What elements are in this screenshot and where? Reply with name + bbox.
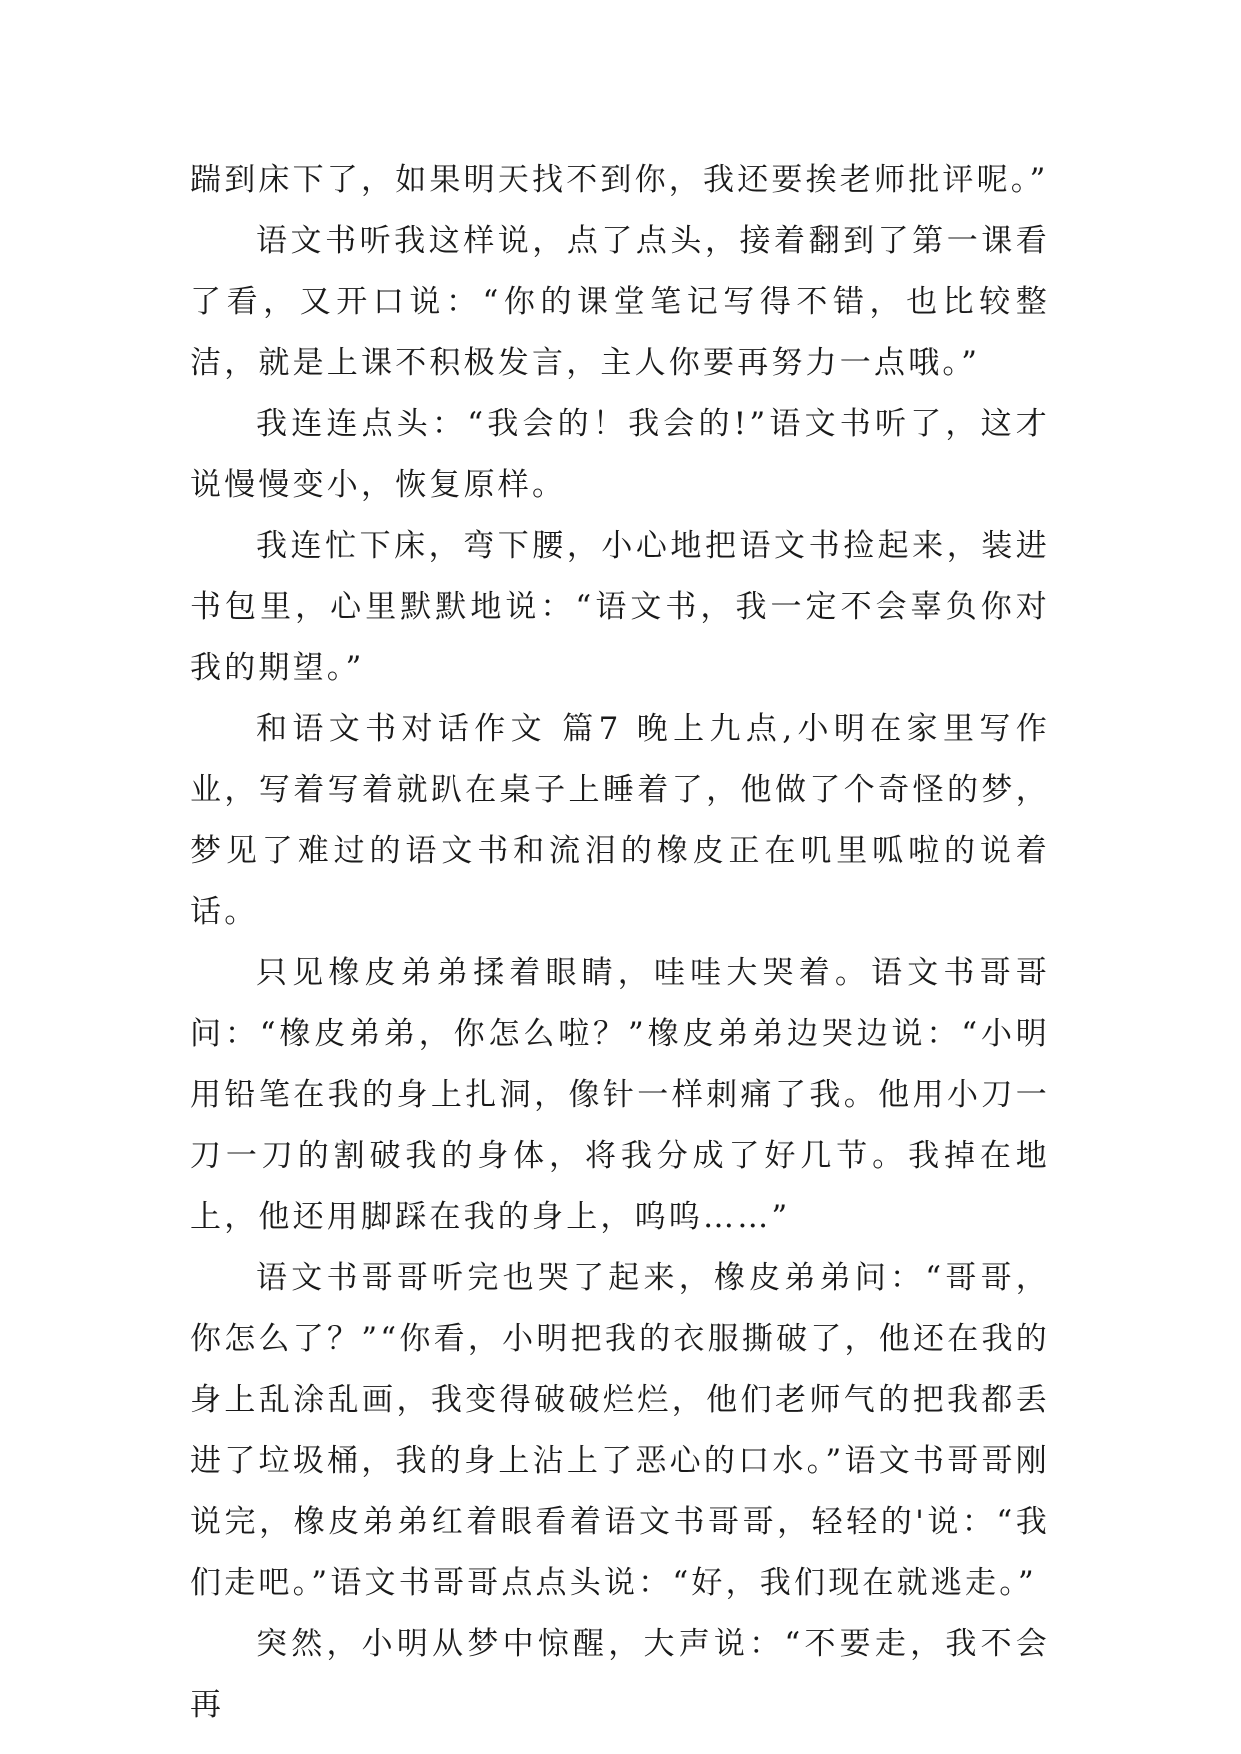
paragraph-pick-up-book: 我连忙下床，弯下腰，小心地把语文书捡起来，装进书包里，心里默默地说：“语文书，我一定不会辜负你对我的期望。” — [190, 528, 1050, 686]
paragraph-book-cries: 语文书哥哥听完也哭了起来，橡皮弟弟问：“哥哥，你怎么了？”“你看，小明把我的衣服撕破了，他还在我的身上乱涂乱画，我变得破破烂烂，他们老师气的把我都丢进了垃圾桶，我的身上沾上了恶心的口水。”语文书哥哥刚说完，橡皮弟弟红着眼看着语文书哥哥，轻轻的'说：“我们走吧。”语文书哥哥点点头说：“好，我们现在就逃走。” — [190, 1260, 1050, 1601]
paragraph-eraser-cries: 只见橡皮弟弟揉着眼睛，哇哇大哭着。语文书哥哥问：“橡皮弟弟，你怎么啦？”橡皮弟弟边哭边说：“小明用铅笔在我的身上扎洞，像针一样刺痛了我。他用小刀一刀一刀的割破我的身体，将我分成了好几节。我掉在地上，他还用脚踩在我的身上，呜呜……” — [190, 955, 1050, 1235]
paragraph-xiaoming-wakes: 突然，小明从梦中惊醒，大声说：“不要走，我不会再 — [190, 1626, 1050, 1723]
paragraph-chinese-book-nods: 语文书听我这样说，点了点头，接着翻到了第一课看了看，又开口说：“你的课堂笔记写得不错，也比较整洁，就是上课不积极发言，主人你要再努力一点哦。” — [190, 223, 1050, 381]
paragraph-continuation: 踹到床下了，如果明天找不到你，我还要挨老师批评呢。” — [190, 162, 1049, 198]
body-text — [190, 150, 1050, 1736]
paragraph-essay-7-heading: 和语文书对话作文 篇7 晚上九点,小明在家里写作业，写着写着就趴在桌子上睡着了，他做了个奇怪的梦，梦见了难过的语文书和流泪的橡皮正在叽里呱啦的说着话。 — [190, 711, 1050, 930]
paragraph-i-nod: 我连连点头：“我会的！我会的!”语文书听了，这才说慢慢变小，恢复原样。 — [190, 406, 1050, 503]
